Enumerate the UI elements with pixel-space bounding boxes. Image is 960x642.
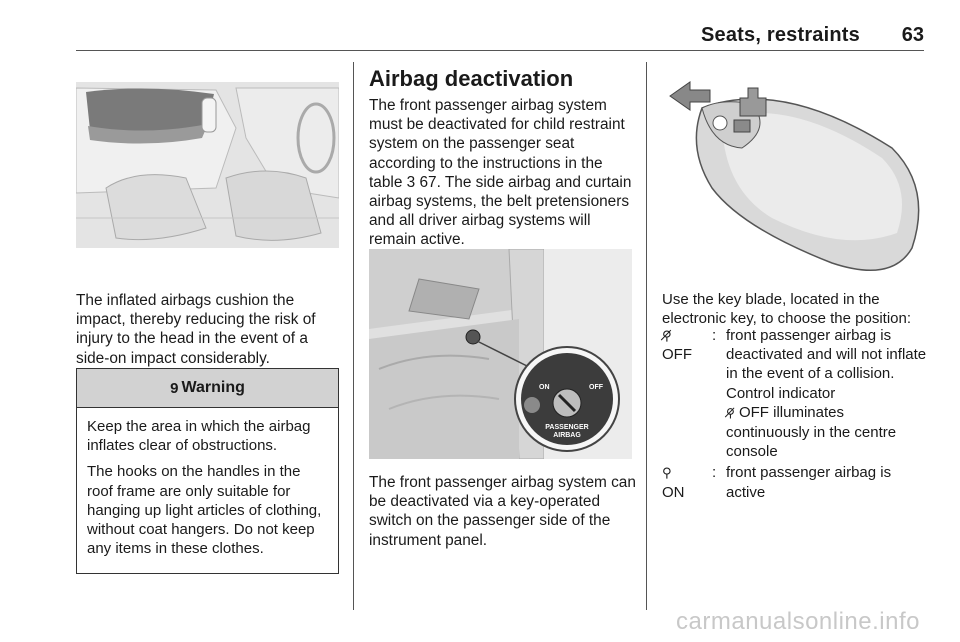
- position-description-tail: OFF illuminates continuously in the centre console: [726, 403, 897, 461]
- header-rule: [76, 50, 924, 51]
- position-description-text: front passenger airbag is deactivated and will not inflate in the event of a collision. Control indicator: [726, 327, 927, 402]
- warning-paragraph: The hooks on the handles in the roof frame are only suitable for hanging up light articles of clothing, without coat hangers. Do not keep any items in these clothes.: [87, 463, 322, 558]
- key-blade-paragraph: Use the key blade, located in the electronic key, to choose the position:: [662, 291, 912, 328]
- page-number: 63: [901, 24, 924, 46]
- warning-icon: 9: [170, 379, 179, 397]
- airbag-off-icon: ⚲̸: [726, 405, 735, 420]
- deactivation-text: [369, 96, 637, 256]
- warning-header: [77, 369, 338, 408]
- warning-body: [77, 408, 338, 558]
- airbag-intro-text: [76, 291, 341, 374]
- curtain-airbag-illustration: [76, 68, 339, 276]
- airbag-on-icon: ⚲: [662, 465, 672, 481]
- switch-location-paragraph: The front passenger airbag system can be deactivated via a key-operated switch on the passenger side of the instrument panel.: [369, 474, 636, 549]
- header-title: Seats, restraints: [700, 24, 860, 46]
- section-heading: Airbag deactivation: [369, 66, 574, 91]
- airbag-intro-paragraph: The inflated airbags cushion the impact, thereby reducing the risk of injury to the head in the event of a side-on impact considerably.: [76, 292, 316, 367]
- list-item: [662, 463, 927, 501]
- warning-title: Warning: [181, 379, 245, 396]
- position-list: [662, 326, 927, 504]
- passenger-airbag-switch-illustration: [369, 249, 632, 459]
- position-colon: :: [712, 464, 717, 482]
- position-label: ON: [662, 483, 685, 501]
- position-label: OFF: [662, 346, 692, 364]
- position-description: front passenger airbag is active: [726, 464, 892, 501]
- switch-name-line2: AIRBAG: [553, 432, 581, 439]
- airbag-off-icon: ⚲̸: [662, 328, 672, 343]
- list-item: [662, 326, 927, 461]
- electronic-key-illustration: [662, 68, 925, 276]
- warning-box: [76, 368, 339, 574]
- switch-name-line1: PASSENGER: [545, 424, 589, 431]
- switch-on-label: ON: [539, 384, 550, 391]
- column-divider-right: [646, 62, 647, 610]
- switch-off-label: OFF: [589, 384, 603, 391]
- position-description: [726, 326, 927, 461]
- watermark: carmanualsonline.info: [676, 608, 920, 635]
- warning-paragraph: Keep the area in which the airbag inflates clear of obstructions.: [87, 418, 311, 455]
- switch-location-text: [369, 473, 637, 556]
- deactivation-paragraph: The front passenger airbag system must be deactivated for child restraint system on the passenger seat according to the instructions in the table 3 67. The side airbag and curtain airbag systems, the belt pretensioners and all driver airbag systems will remain active.: [369, 97, 632, 249]
- position-colon: :: [712, 327, 717, 344]
- column-divider-left: [353, 62, 354, 610]
